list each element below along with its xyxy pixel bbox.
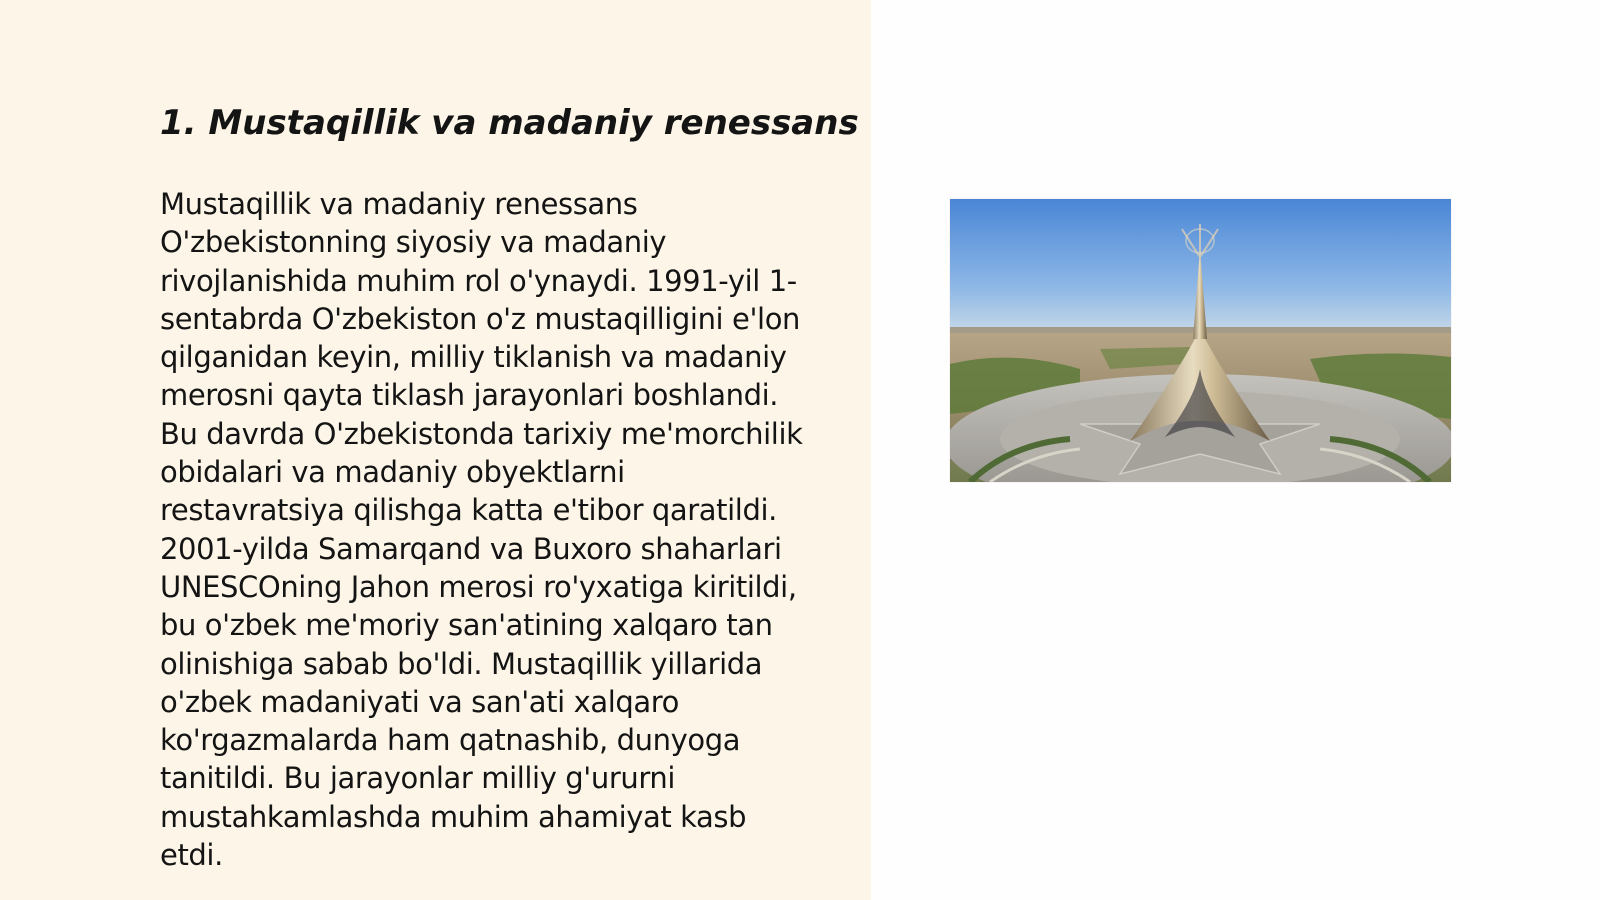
body-line: Bu davrda O'zbekistonda tarixiy me'morchilik <box>160 416 803 451</box>
body-line: sentabrda O'zbekiston o'z mustaqilligini e'lon <box>160 301 801 336</box>
monument-photo <box>950 199 1451 482</box>
body-line: olinishiga sabab bo'ldi. Mustaqillik yillarida <box>160 646 763 681</box>
body-line: merosni qayta tiklash jarayonlari boshlandi. <box>160 378 779 413</box>
body-line: tanitildi. Bu jarayonlar milliy g'ururni <box>160 761 676 796</box>
body-line: UNESCOning Jahon merosi ro'yxatiga kiritildi, <box>160 569 797 604</box>
body-line: o'zbek madaniyati va san'ati xalqaro <box>160 684 680 719</box>
body-line: bu o'zbek me'moriy san'atining xalqaro tan <box>160 608 773 643</box>
body-line: mustahkamlashda muhim ahamiyat kasb <box>160 799 747 834</box>
body-line: qilganidan keyin, milliy tiklanish va madaniy <box>160 340 787 375</box>
body-line: etdi. <box>160 838 223 873</box>
body-line: ko'rgazmalarda ham qatnashib, dunyoga <box>160 723 741 758</box>
body-line: 2001-yilda Samarqand va Buxoro shaharlari <box>160 531 782 566</box>
body-line: O'zbekistonning siyosiy va madaniy <box>160 225 667 260</box>
body-line: restavratsiya qilishga katta e'tibor qaratildi. <box>160 493 777 528</box>
slide-title: 1. Mustaqillik va madaniy renessans <box>160 103 859 143</box>
body-line: rivojlanishida muhim rol o'ynaydi. 1991-yil 1- <box>160 263 797 298</box>
slide-body-text <box>160 185 850 874</box>
body-line: Mustaqillik va madaniy renessans <box>160 187 638 221</box>
body-line: obidalari va madaniy obyektlarni <box>160 455 625 490</box>
